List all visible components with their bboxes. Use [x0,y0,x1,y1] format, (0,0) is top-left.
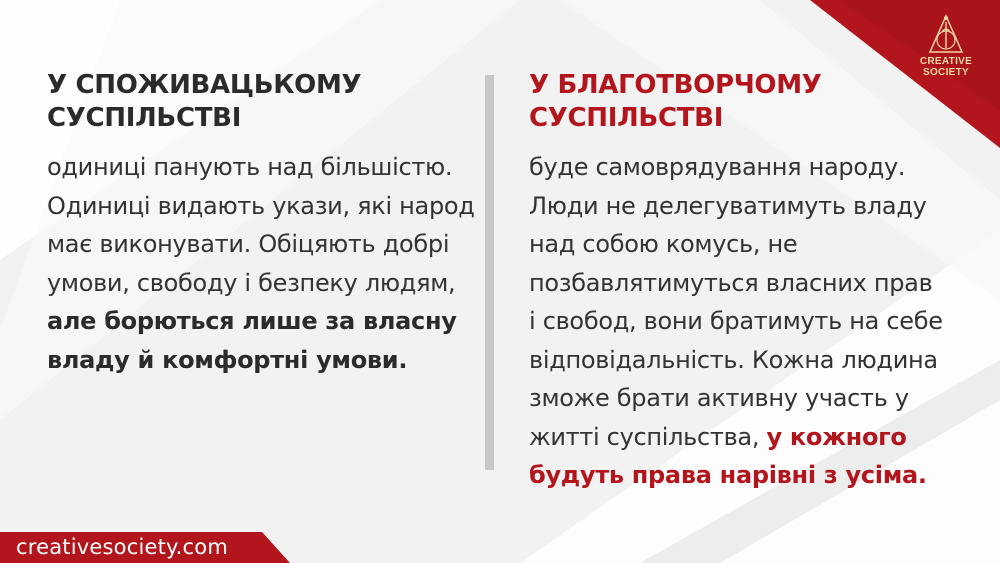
right-mixed-accent: у кожного [766,422,907,451]
right-line: буде самоврядування народу. [529,153,906,181]
creative-society-logo[interactable] [914,12,978,92]
left-line: Одиниці видають укази, які народ [47,191,475,220]
right-accent-line: будуть права нарівні з усіма. [529,461,927,489]
logo-text-line1: CREATIVE [919,56,973,67]
right-mixed-line [529,418,969,457]
right-heading-line2: СУСПІЛЬСТВІ [529,103,724,133]
right-mixed-plain: житті суспільства, [529,422,767,451]
left-body [47,148,477,379]
right-body [529,148,969,495]
website-link[interactable]: creativesociety.com [16,535,229,559]
logo-text-line2: SOCIETY [923,67,969,78]
right-line: Люди не делегуватимуть владу [529,191,927,220]
column-divider [485,75,494,470]
left-line: має виконувати. Обіцяють добрі [47,230,450,258]
right-line: відповідальність. Кожна людина [529,345,938,374]
right-heading [529,69,822,135]
left-heading [47,69,361,135]
left-line: умови, свободу і безпеку людям, [47,268,456,297]
right-heading-line1: У БЛАГОТВОРЧОМУ [529,70,822,100]
right-line: зможе брати активну участь у [529,384,909,412]
left-heading-line2: СУСПІЛЬСТВІ [47,103,242,133]
left-heading-line1: У СПОЖИВАЦЬКОМУ [47,70,362,100]
right-line: над собою комусь, не [529,230,798,258]
right-line: і свобод, вони братимуть на себе [529,307,943,335]
right-line: позбавлятимуться власних прав [529,268,933,297]
logo-emblem-icon [926,12,966,56]
left-bold-line: але борються лише за власну [47,307,457,335]
left-line: одиниці панують над більшістю. [47,153,453,181]
left-bold-line: владу й комфортні умови. [47,345,408,374]
